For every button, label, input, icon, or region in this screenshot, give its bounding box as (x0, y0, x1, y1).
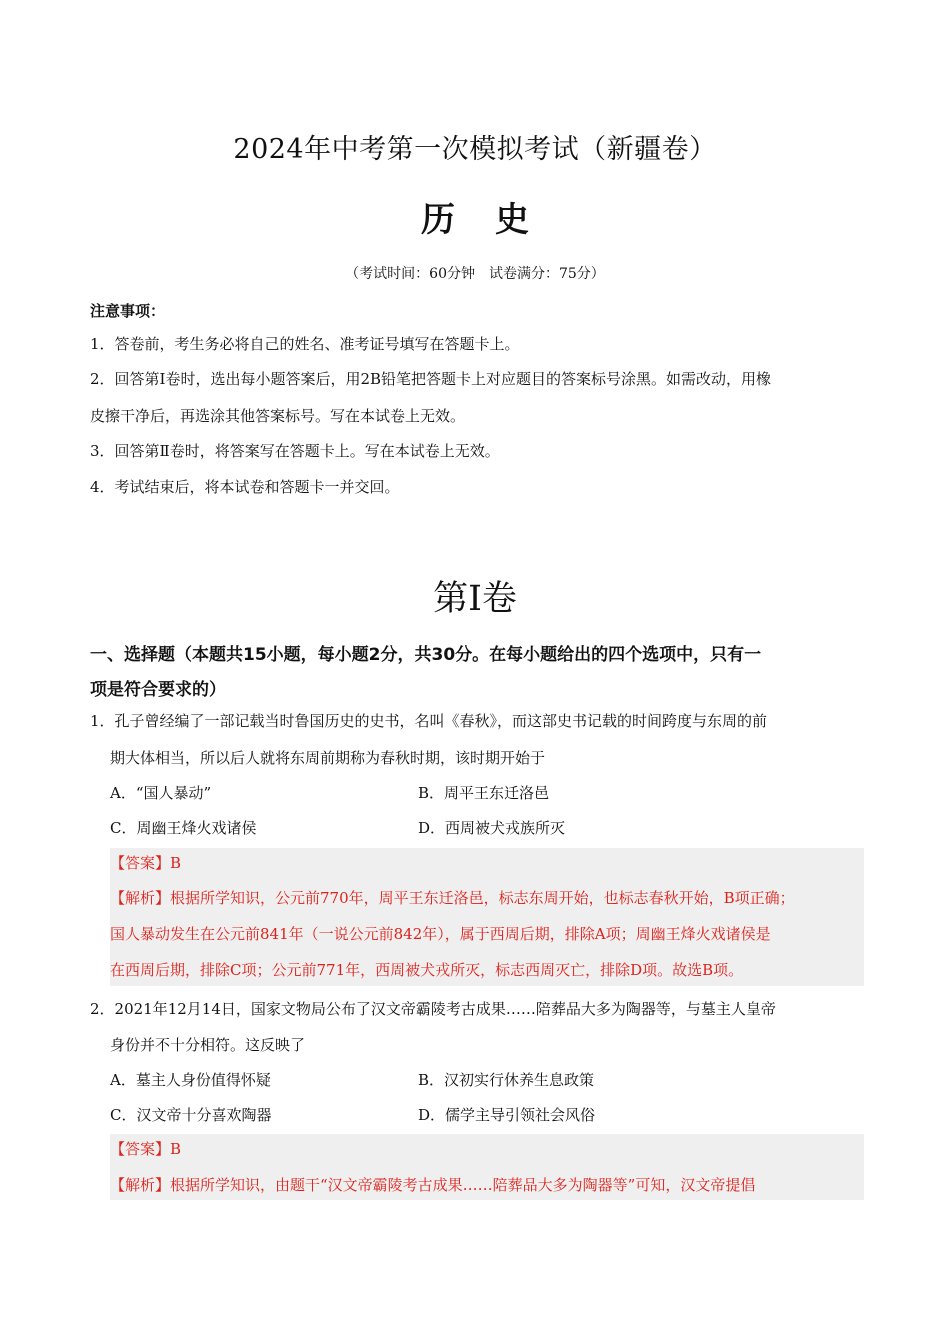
analysis-line: 【解析】根据所学知识，公元前770年，周平王东迁洛邑，标志东周开始，也标志春秋开始，B项正确； (110, 889, 795, 907)
analysis-line: 在西周后期，排除C项；公元前771年，西周被犬戎所灭，标志西周灭亡，排除D项。故选B项。 (110, 961, 744, 979)
option-a: A．“国人暴动” (110, 784, 212, 802)
question-stem: 期大体相当，所以后人就将东周前期称为春秋时期，该时期开始于 (110, 749, 546, 767)
note-item: 4．考试结束后，将本试卷和答题卡一并交回。 (90, 478, 400, 496)
question-stem: 1．孔子曾经编了一部记载当时鲁国历史的史书，名叫《春秋》，而这部史书记载的时间跨度与东周的前 (90, 712, 768, 730)
option-b: B．汉初实行休养生息政策 (418, 1071, 595, 1089)
analysis-line: 【解析】根据所学知识，由题干“汉文帝霸陵考古成果……陪葬品大多为陶器等”可知，汉文帝提倡 (110, 1176, 756, 1194)
answer-label: 【答案】B (110, 854, 182, 872)
answer-box (110, 1134, 864, 1200)
section-heading: 一、选择题（本题共15小题，每小题2分，共30分。在每小题给出的四个选项中，只有一 (90, 645, 762, 665)
note-item: 2．回答第Ⅰ卷时，选出每小题答案后，用2B铅笔把答题卡上对应题目的答案标号涂黑。如需改动，用橡 (90, 370, 772, 388)
option-a: A．墓主人身份值得怀疑 (110, 1071, 271, 1089)
section-heading: 项是符合要求的） (90, 680, 226, 700)
subject-title: 历史 (421, 200, 569, 240)
answer-box (110, 848, 864, 986)
note-item: 皮擦干净后，再选涂其他答案标号。写在本试卷上无效。 (90, 407, 466, 425)
option-c: C．汉文帝十分喜欢陶器 (110, 1106, 272, 1124)
option-d: D．西周被犬戎族所灭 (418, 819, 566, 837)
analysis-line: 国人暴动发生在公元前841年（一说公元前842年），属于西周后期，排除A项；周幽王烽火戏诸侯是 (110, 925, 771, 943)
notes-heading: 注意事项： (90, 302, 166, 320)
question-stem: 身份并不十分相符。这反映了 (110, 1036, 306, 1054)
option-d: D．儒学主导引领社会风俗 (418, 1106, 596, 1124)
note-item: 1．答卷前，考生务必将自己的姓名、准考证号填写在答题卡上。 (90, 335, 520, 353)
option-c: C．周幽王烽火戏诸侯 (110, 819, 257, 837)
exam-title: 2024年中考第一次模拟考试（新疆卷） (233, 134, 717, 165)
answer-label: 【答案】B (110, 1140, 182, 1158)
option-b: B．周平王东迁洛邑 (418, 784, 550, 802)
volume-title: 第Ⅰ卷 (433, 579, 517, 619)
exam-info: （考试时间：60分钟 试卷满分：75分） (345, 266, 605, 282)
note-item: 3．回答第Ⅱ卷时，将答案写在答题卡上。写在本试卷上无效。 (90, 442, 500, 460)
question-stem: 2．2021年12月14日，国家文物局公布了汉文帝霸陵考古成果……陪葬品大多为陶器等，与墓主人皇帝 (90, 1000, 776, 1018)
